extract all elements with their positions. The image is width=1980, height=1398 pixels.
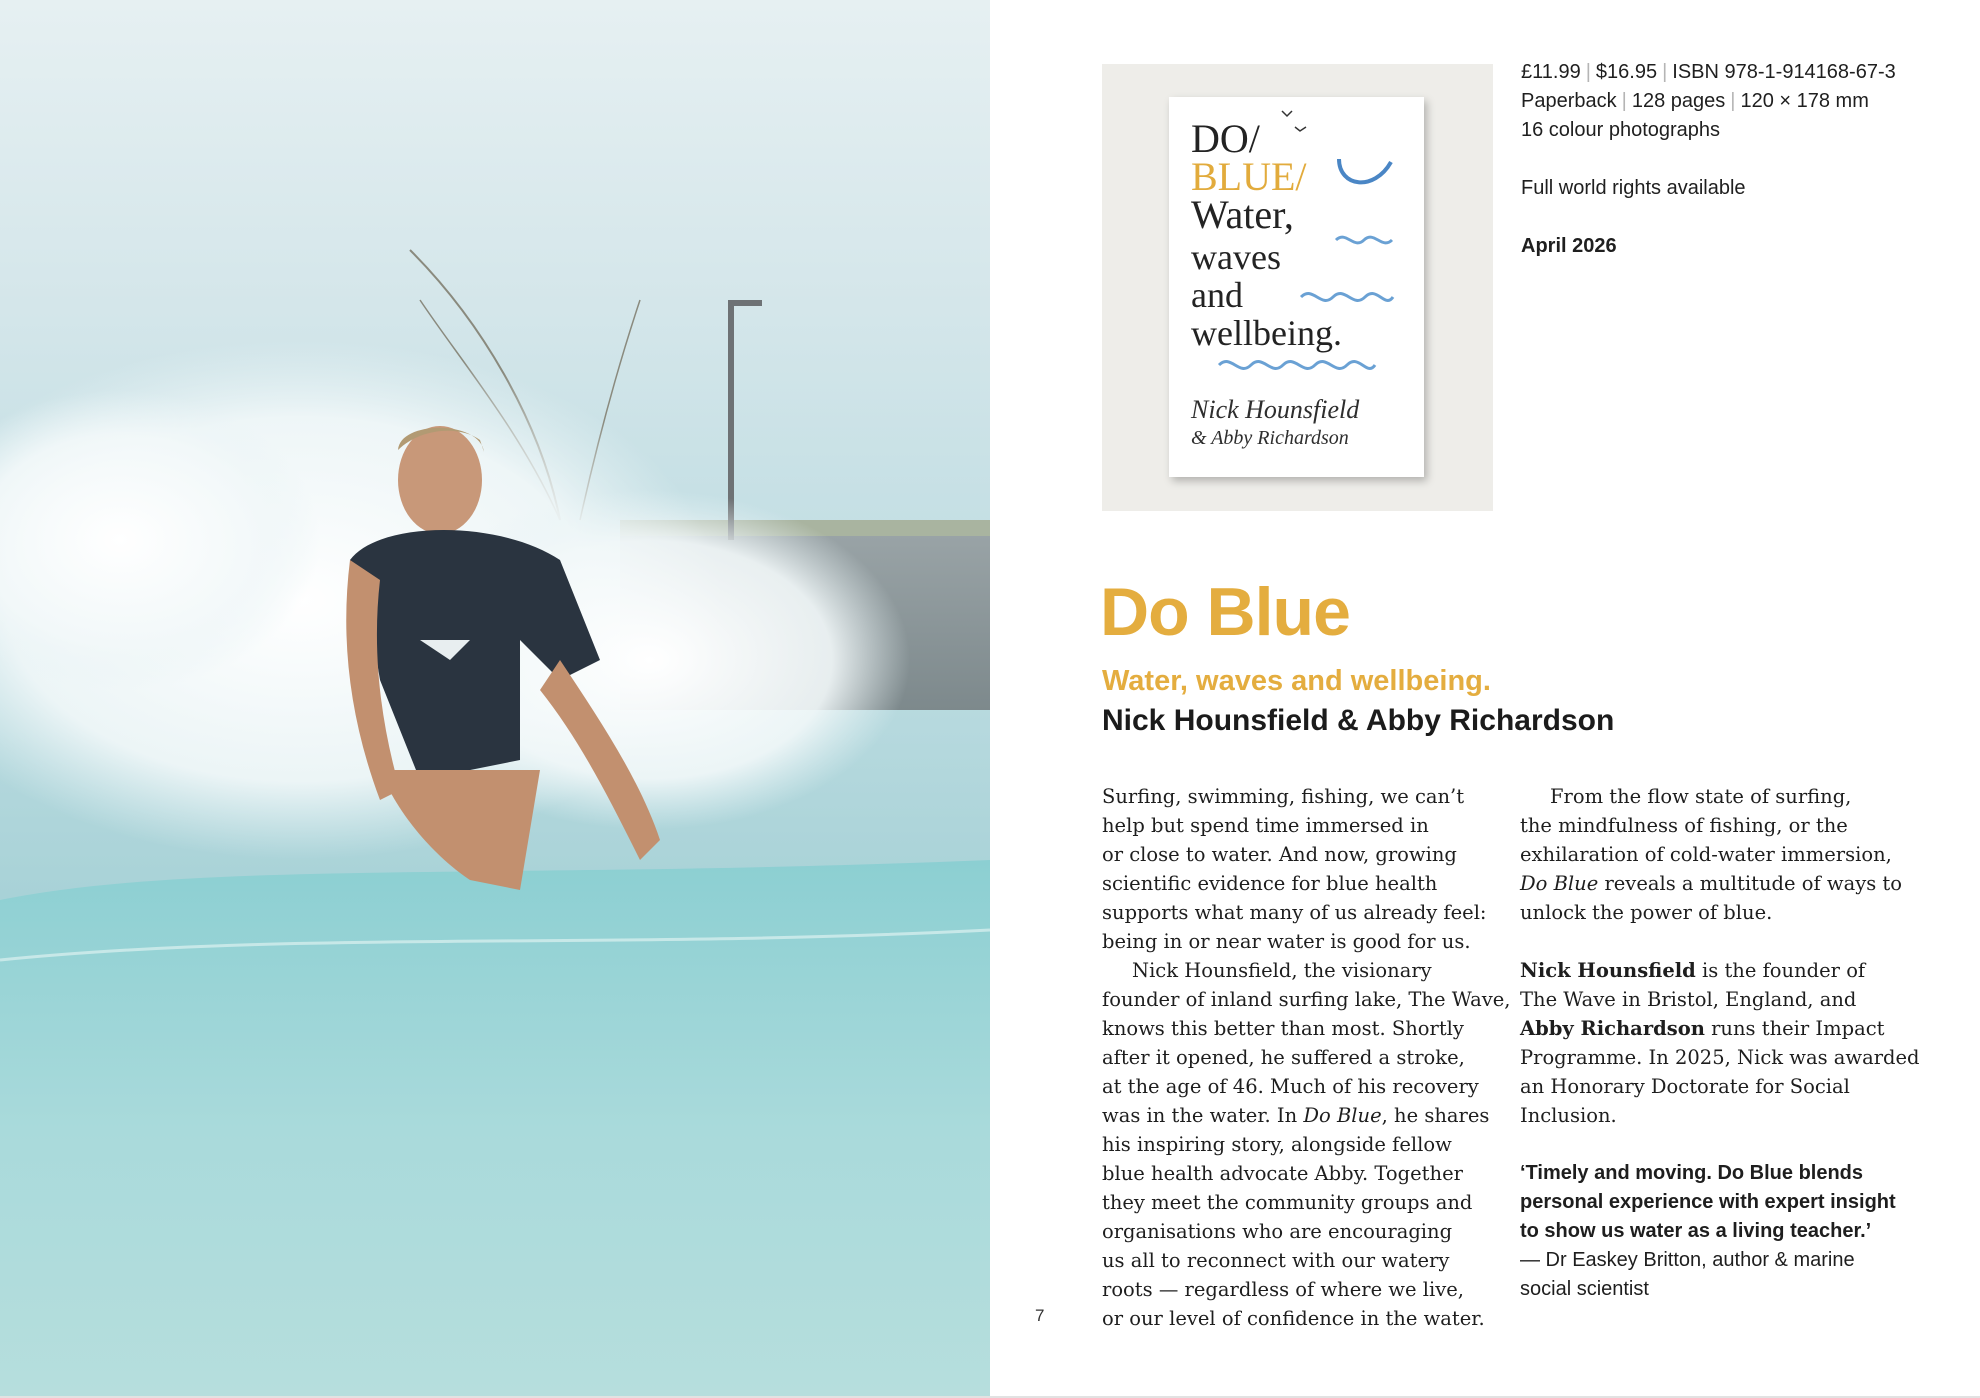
body-line: Programme. In 2025, Nick was awarded xyxy=(1520,1046,1920,1069)
body-line: knows this better than most. Shortly xyxy=(1102,1017,1464,1040)
body-line: us all to reconnect with our watery xyxy=(1102,1249,1450,1272)
description-column-2 xyxy=(1520,782,1940,1304)
body-line: Abby Richardson runs their Impact xyxy=(1520,1017,1885,1040)
page-number: 7 xyxy=(1035,1306,1045,1325)
photo-count: 16 colour photographs xyxy=(1521,119,1721,141)
body-line: after it opened, he suffered a stroke, xyxy=(1102,1046,1465,1069)
book-details xyxy=(1521,58,1961,261)
body-line: organisations who are encouraging xyxy=(1102,1220,1453,1243)
body-line: Inclusion. xyxy=(1520,1104,1617,1127)
trim-size: 120 × 178 mm xyxy=(1740,90,1869,112)
body-line: or close to water. And now, growing xyxy=(1102,843,1457,866)
body-line: blue health advocate Abby. Together xyxy=(1102,1162,1463,1185)
author-name: Abby Richardson xyxy=(1520,1017,1705,1040)
body-line: Surfing, swimming, fishing, we can’t xyxy=(1102,785,1465,808)
body-line: they meet the community groups and xyxy=(1102,1191,1473,1214)
cover-author: & Abby Richardson xyxy=(1191,427,1349,449)
book-cover xyxy=(1169,97,1424,477)
body-line: unlock the power of blue. xyxy=(1520,901,1773,924)
body-line: roots — regardless of where we live, xyxy=(1102,1278,1464,1301)
body-line: being in or near water is good for us. xyxy=(1102,930,1471,953)
cover-title-line: Water, xyxy=(1191,192,1294,237)
body-line: was in the water. In Do Blue, he shares xyxy=(1102,1104,1490,1127)
body-line: supports what many of us already feel: xyxy=(1102,901,1487,924)
body-line: or our level of confidence in the water. xyxy=(1102,1307,1485,1330)
rights: Full world rights available xyxy=(1521,177,1746,199)
body-line: help but spend time immersed in xyxy=(1102,814,1429,837)
review-quote: personal experience with expert insight xyxy=(1520,1191,1896,1213)
body-line: scientific evidence for blue health xyxy=(1102,872,1438,895)
body-line: founder of inland surfing lake, The Wave, xyxy=(1102,988,1511,1011)
price-usd: $16.95 xyxy=(1595,61,1658,83)
book-authors: Nick Hounsfield & Abby Richardson xyxy=(1102,704,1615,737)
format: Paperback xyxy=(1521,90,1617,112)
page-count: 128 pages xyxy=(1631,90,1726,112)
book-title-inline: Do Blue xyxy=(1303,1104,1382,1127)
body-line: The Wave in Bristol, England, and xyxy=(1520,988,1857,1011)
format-line: Paperback | 128 pages | 120 × 178 mm xyxy=(1521,90,1869,112)
cover-author: Nick Hounsfield xyxy=(1191,395,1360,424)
book-title: Do Blue xyxy=(1100,574,1350,650)
review-quote: to show us water as a living teacher.’ xyxy=(1520,1220,1872,1242)
book-title-inline: Do Blue xyxy=(1520,872,1599,895)
quote-attribution: — Dr Easkey Britton, author & marine xyxy=(1520,1249,1855,1271)
body-line: From the flow state of surfing, xyxy=(1550,785,1852,808)
cover-title-line: BLUE/ xyxy=(1191,154,1307,199)
publication-date: April 2026 xyxy=(1521,235,1617,257)
quote-attribution: social scientist xyxy=(1520,1278,1649,1300)
body-line: the mindfulness of fishing, or the xyxy=(1520,814,1848,837)
author-name: Nick Hounsfield xyxy=(1520,959,1696,982)
body-line: exhilaration of cold-water immersion, xyxy=(1520,843,1892,866)
body-line: Nick Hounsfield, the visionary xyxy=(1132,959,1432,982)
cover-title-line: and xyxy=(1191,275,1243,315)
description-column-1 xyxy=(1102,782,1511,1333)
isbn: ISBN 978-1-914168-67-3 xyxy=(1672,61,1896,83)
body-line: an Honorary Doctorate for Social xyxy=(1520,1075,1850,1098)
cover-title-line: wellbeing. xyxy=(1191,313,1342,353)
price-line: £11.99 | $16.95 | ISBN 978-1-914168-67-3 xyxy=(1521,61,1896,83)
body-line: Nick Hounsfield is the founder of xyxy=(1520,959,1866,982)
cover-title-line: waves xyxy=(1191,237,1281,277)
review-quote: ‘Timely and moving. Do Blue blends xyxy=(1520,1162,1864,1184)
cover-title-line: DO/ xyxy=(1191,116,1260,161)
body-line: his inspiring story, alongside fellow xyxy=(1102,1133,1452,1156)
book-subtitle: Water, waves and wellbeing. xyxy=(1102,665,1491,697)
price-gbp: £11.99 xyxy=(1521,61,1581,83)
body-line: Do Blue reveals a multitude of ways to xyxy=(1520,872,1903,895)
body-line: at the age of 46. Much of his recovery xyxy=(1102,1075,1479,1098)
